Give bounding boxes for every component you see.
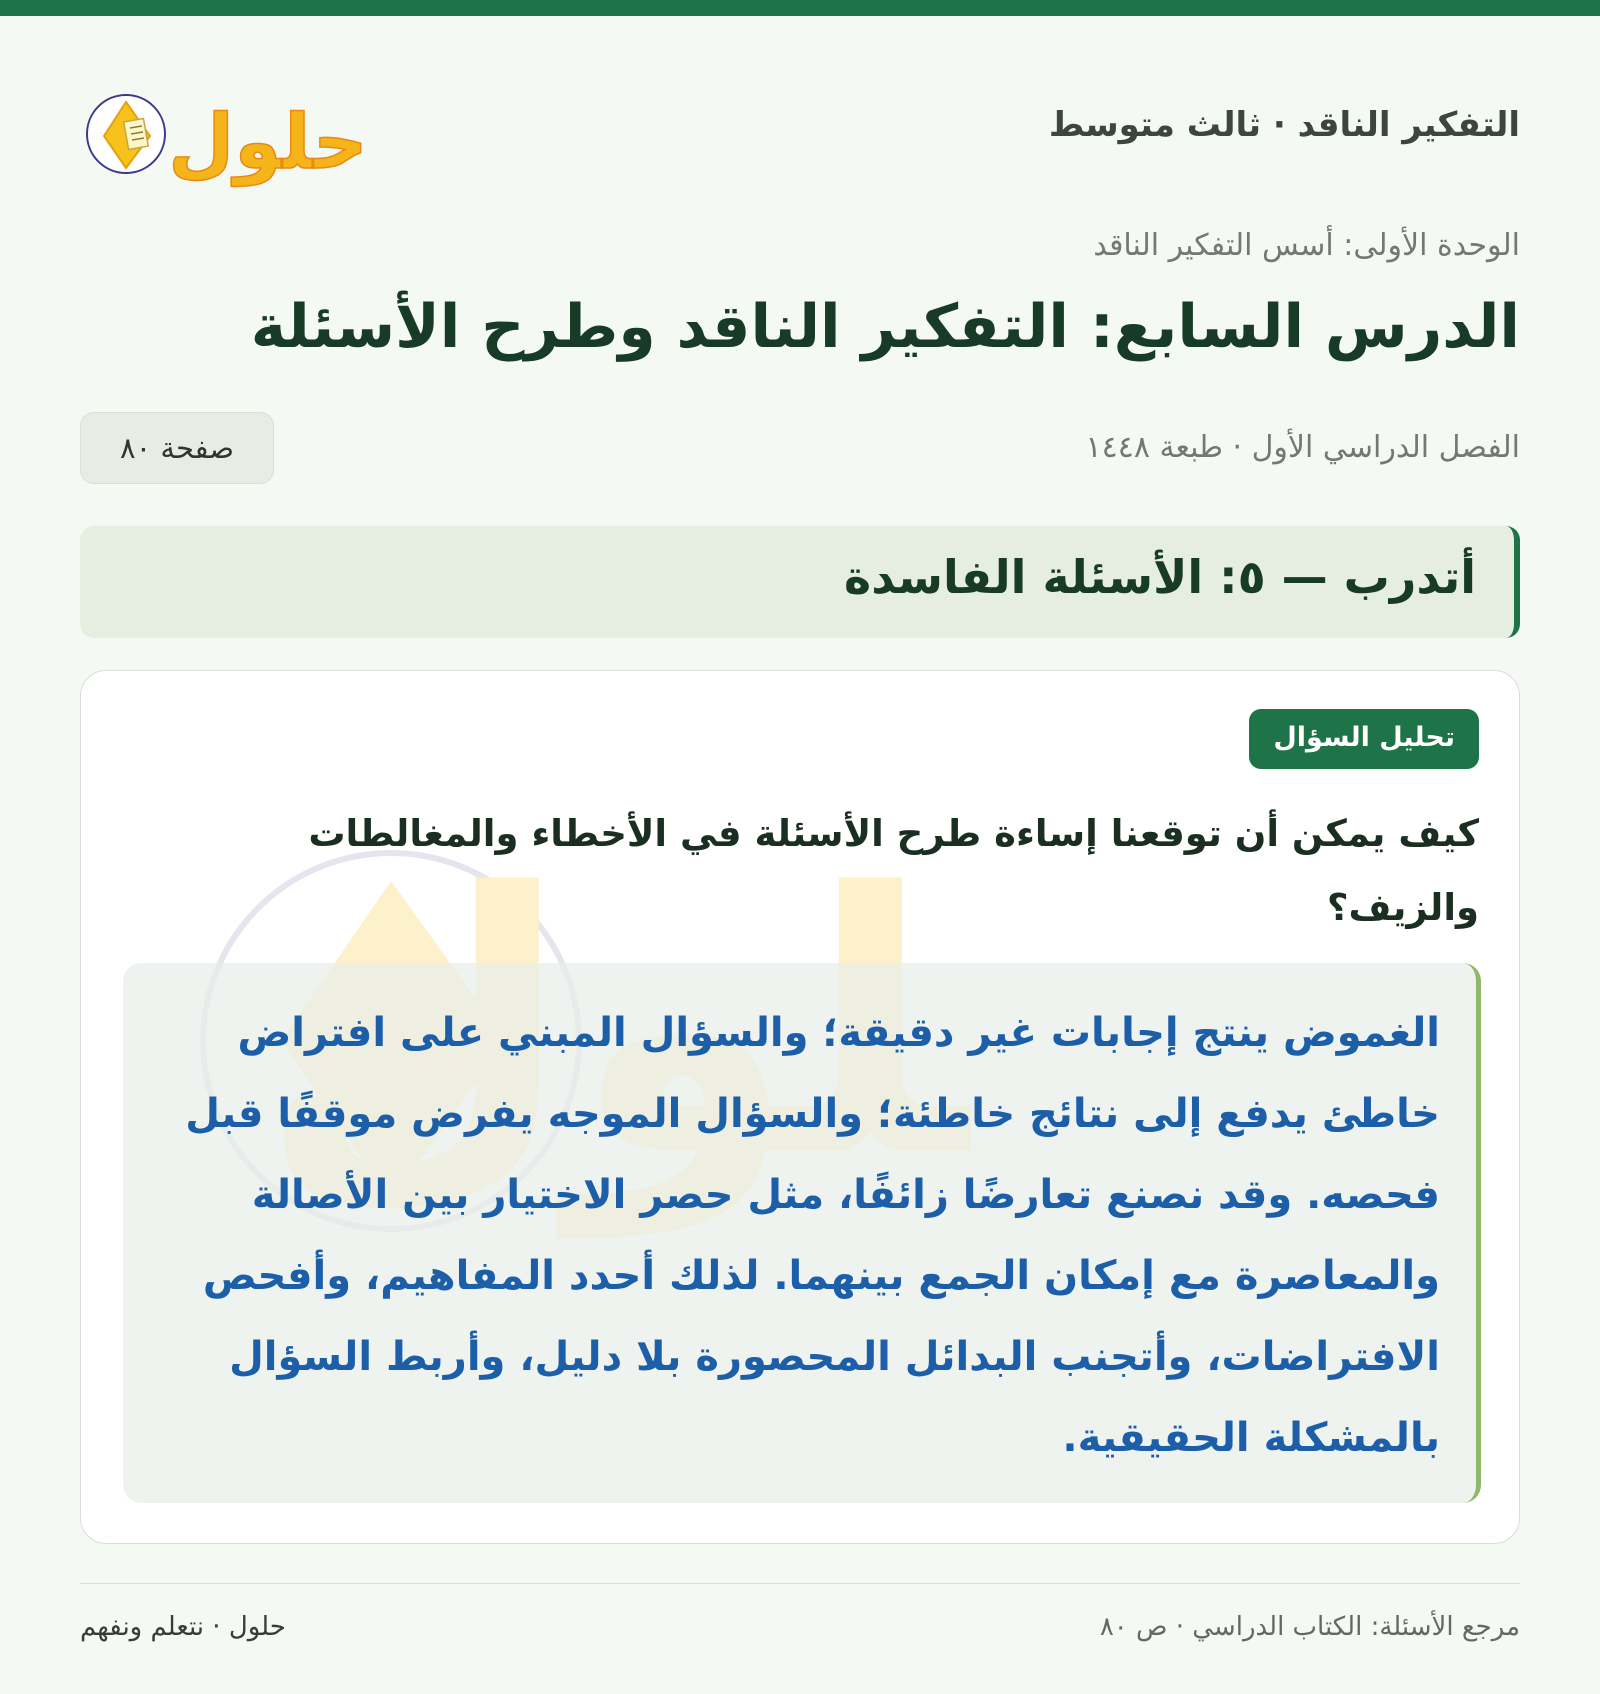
header xyxy=(80,60,1520,190)
answer-text: الغموض ينتج إجابات غير دقيقة؛ والسؤال المبني على افتراض خاطئ يدفع إلى نتائج خاطئة؛ والسؤال الموجه يفرض موقفًا قبل فحصه. وقد نصنع تعارضًا زائفًا، مثل حصر الاختيار بين الأصالة والمعاصرة مع إمكان الجمع بينهما. لذلك أحدد المفاهيم، وأفحص الافتراضات، وأتجنب البدائل المحصورة بلا دليل، وأربط السؤال بالمشكلة الحقيقية. xyxy=(185,1010,1440,1461)
logo-text: حلول xyxy=(168,97,368,186)
exercise-title: أتدرب — ٥: الأسئلة الفاسدة xyxy=(844,550,1476,604)
answer-box xyxy=(123,963,1481,1503)
unit-label: الوحدة الأولى: أسس التفكير الناقد xyxy=(1093,228,1520,263)
footer-brand[interactable]: حلول · نتعلم ونفهم xyxy=(80,1612,286,1642)
footer-divider xyxy=(80,1583,1520,1584)
question-card xyxy=(80,670,1520,1544)
page-chip[interactable]: صفحة ٨٠ xyxy=(80,412,274,484)
lesson-title: الدرس السابع: التفكير الناقد وطرح الأسئلة xyxy=(250,292,1520,362)
meta-row xyxy=(80,412,1520,484)
term-label: الفصل الدراسي الأول · طبعة ١٤٤٨ xyxy=(1085,430,1520,465)
logo-book-icon xyxy=(87,95,165,173)
footer-reference: مرجع الأسئلة: الكتاب الدراسي · ص ٨٠ xyxy=(1099,1612,1520,1642)
hulul-logo[interactable] xyxy=(80,72,370,190)
analysis-badge: تحليل السؤال xyxy=(1249,709,1479,769)
course-label: التفكير الناقد · ثالث متوسط xyxy=(1048,105,1520,145)
top-accent-bar xyxy=(0,0,1600,16)
question-text: كيف يمكن أن توقعنا إساءة طرح الأسئلة في الأخطاء والمغالطات والزيف؟ xyxy=(308,812,1479,929)
exercise-banner xyxy=(80,526,1520,638)
